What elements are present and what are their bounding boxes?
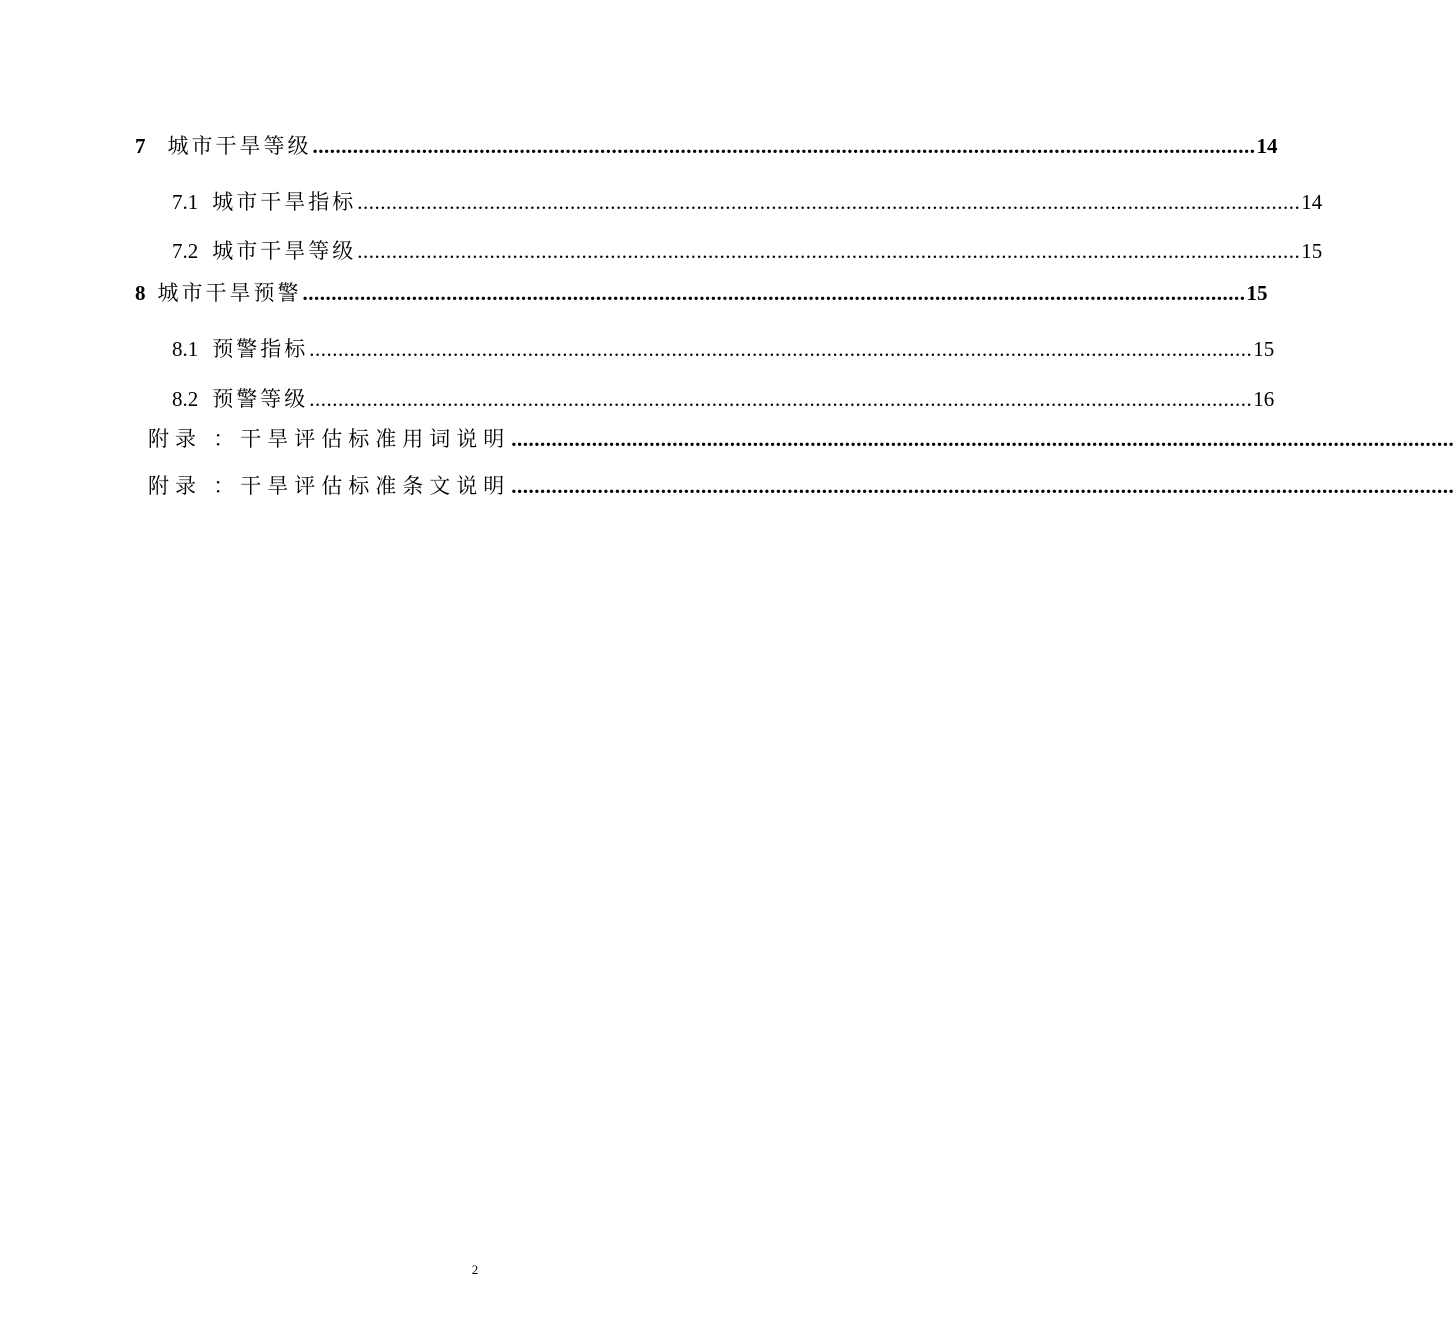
- toc-entry-appendix-clauses[interactable]: [148, 472, 1454, 500]
- toc-entry-8[interactable]: [135, 279, 1268, 307]
- toc-entry-number: 8.1: [172, 337, 199, 361]
- toc-entry-number: 7.2: [172, 239, 199, 263]
- toc-entry-7[interactable]: [135, 132, 1278, 160]
- toc-entry-appendix-terms[interactable]: [148, 425, 1454, 453]
- toc-entry-7-1[interactable]: [172, 188, 1323, 216]
- toc-entry-title: 附录 ：干旱评估标准用词说明: [148, 427, 511, 451]
- toc-entry-number: 8.2: [172, 387, 199, 411]
- dot-leader: ....................................................................................................................................................................: [302, 281, 1246, 305]
- toc-entry-page: 15: [1253, 337, 1275, 361]
- toc-entry-title: 城市干旱指标: [212, 190, 357, 214]
- toc-entry-8-2[interactable]: [172, 385, 1275, 413]
- toc-entry-page: 15: [1246, 281, 1268, 305]
- toc-entry-page: 15: [1301, 239, 1323, 263]
- dot-leader: ....................................................................................................................................................................: [357, 190, 1301, 214]
- dot-leader: ....................................................................................................................................................................: [357, 239, 1301, 263]
- toc-entry-title: 附录 ：干旱评估标准条文说明: [148, 474, 511, 498]
- dot-leader: ....................................................................................................................................................................: [511, 427, 1454, 451]
- dot-leader: ....................................................................................................................................................................: [511, 474, 1454, 498]
- toc-entry-7-2[interactable]: [172, 237, 1323, 265]
- toc-entry-title: 城市干旱预警: [157, 281, 302, 305]
- toc-entry-page: 14: [1301, 190, 1323, 214]
- toc-entry-8-1[interactable]: [172, 335, 1275, 363]
- dot-leader: ....................................................................................................................................................................: [309, 387, 1253, 411]
- page-number: 2: [471, 1262, 479, 1277]
- toc-entry-number: 7.1: [172, 190, 199, 214]
- toc-entry-page: 14: [1256, 134, 1278, 158]
- toc-entry-number: 7: [135, 134, 146, 158]
- toc-entry-title: 预警等级: [212, 387, 309, 411]
- toc-entry-page: 16: [1253, 387, 1275, 411]
- toc-entry-title: 城市干旱等级: [167, 134, 312, 158]
- dot-leader: ....................................................................................................................................................................: [312, 134, 1256, 158]
- toc-entry-number: 8: [135, 281, 146, 305]
- toc-entry-title: 预警指标: [212, 337, 309, 361]
- toc-entry-title: 城市干旱等级: [212, 239, 357, 263]
- dot-leader: ....................................................................................................................................................................: [309, 337, 1253, 361]
